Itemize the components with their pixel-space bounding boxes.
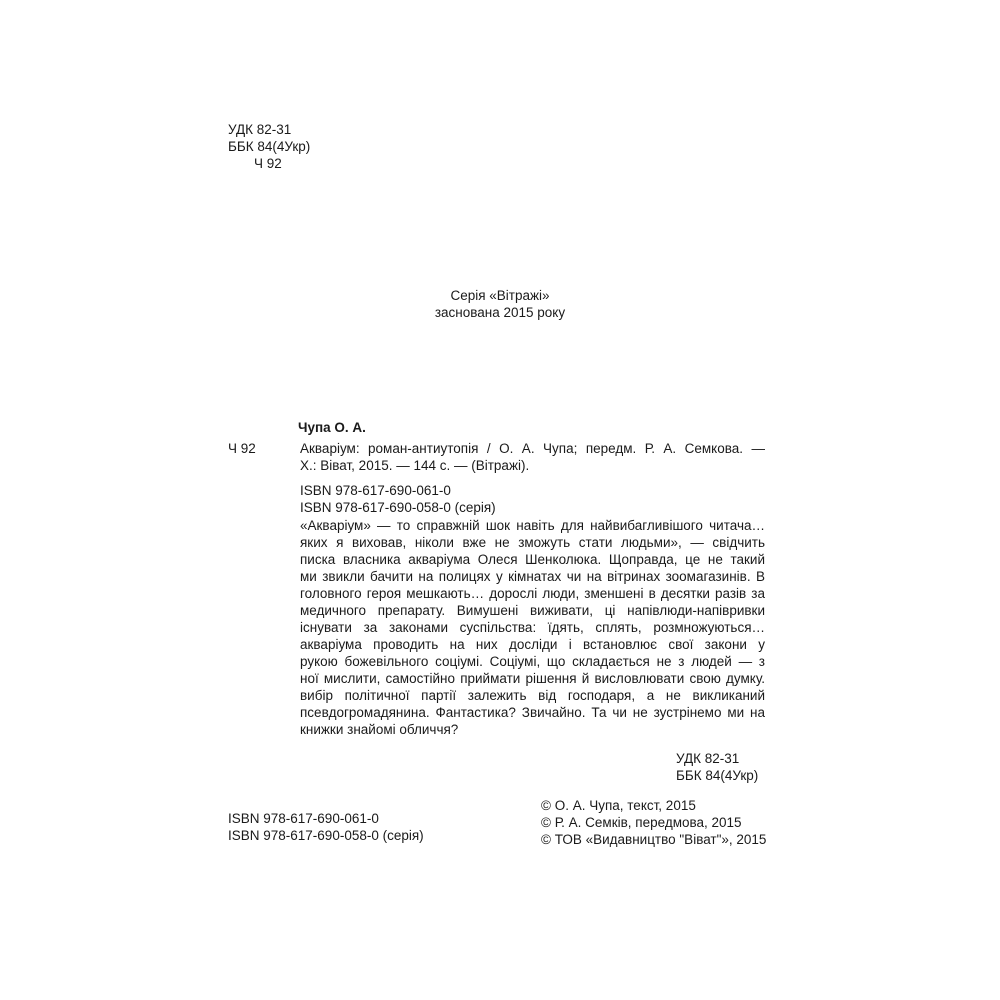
- annotation-line: медичного препарату. Вимушені виживати, ці напівлюди-напівривки: [300, 603, 765, 618]
- udk-code: УДК 82-31: [228, 122, 292, 137]
- annotation-line: писка власника акваріума Олеся Шенколюка. Щоправда, це не такий: [300, 552, 765, 567]
- isbn-series: ISBN 978-617-690-058-0 (серія): [300, 500, 496, 515]
- bbk-code: ББК 84(4Укр): [228, 139, 311, 154]
- biblio-line: Х.: Віват, 2015. — 144 с. — (Вітражі).: [300, 458, 530, 473]
- annotation-line: ної мислити, самостійно приймати рішення й висловлювати свою думку.: [300, 671, 765, 686]
- bibliographic-description: [300, 440, 765, 474]
- catalog-cutter: Ч 92: [228, 441, 256, 456]
- catalog-author: Чупа О. А.: [298, 420, 366, 435]
- annotation-line: існувати за законами суспільства: їдять, сплять, розмножуються…: [300, 620, 765, 635]
- bottom-classification: [676, 750, 758, 784]
- isbn-main: ISBN 978-617-690-061-0: [300, 483, 451, 498]
- bbk-code: ББК 84(4Укр): [676, 768, 759, 783]
- classification-codes: [228, 121, 310, 172]
- isbn-series: ISBN 978-617-690-058-0 (серія): [228, 828, 424, 843]
- annotation-line: «Акваріум» — то справжній шок навіть для найвибагливішого читача…: [300, 518, 765, 533]
- series-founded: заснована 2015 року: [434, 305, 566, 320]
- annotation-line: акваріума проводить на них досліди і встановлює свої закони у: [300, 637, 765, 652]
- udk-code: УДК 82-31: [676, 751, 740, 766]
- annotation: [300, 517, 765, 738]
- series-note: [300, 287, 700, 321]
- catalog-isbn-block: [300, 482, 496, 516]
- bottom-isbn-block: [228, 810, 424, 844]
- copyright-author: © О. А. Чупа, текст, 2015: [541, 798, 696, 813]
- annotation-line: яких я виховав, ніколи вже не зможуть стати людьми», — свідчить: [300, 535, 765, 550]
- copyright-publisher: © ТОВ «Видавництво "Віват"», 2015: [541, 832, 767, 847]
- biblio-line: Акваріум: роман-антиутопія / О. А. Чупа; передм. Р. А. Семкова. —: [300, 441, 765, 456]
- annotation-line: головного героя мешкають… дорослі люди, зменшені в десятки разів за: [300, 586, 765, 601]
- isbn-main: ISBN 978-617-690-061-0: [228, 811, 379, 826]
- series-name: Серія «Вітражі»: [450, 288, 550, 303]
- annotation-line: рукою божевільного соціумі. Соціумі, що складається не з людей — з: [300, 654, 765, 669]
- annotation-line: вибір політичної партії залежить від господаря, а не викликаний: [300, 688, 765, 703]
- copyright-block: [541, 797, 766, 848]
- annotation-line: псевдогромадянина. Фантастика? Звичайно. Та чи не зустрінемо ми на: [300, 705, 765, 720]
- annotation-line: книжки знайомі обличчя?: [300, 722, 459, 737]
- copyright-foreword: © Р. А. Семків, передмова, 2015: [541, 815, 742, 830]
- annotation-line: ми звикли бачити на полицях у кімнатах чи на вітринах зоомагазинів. В: [300, 569, 765, 584]
- cutter-code: Ч 92: [254, 156, 282, 171]
